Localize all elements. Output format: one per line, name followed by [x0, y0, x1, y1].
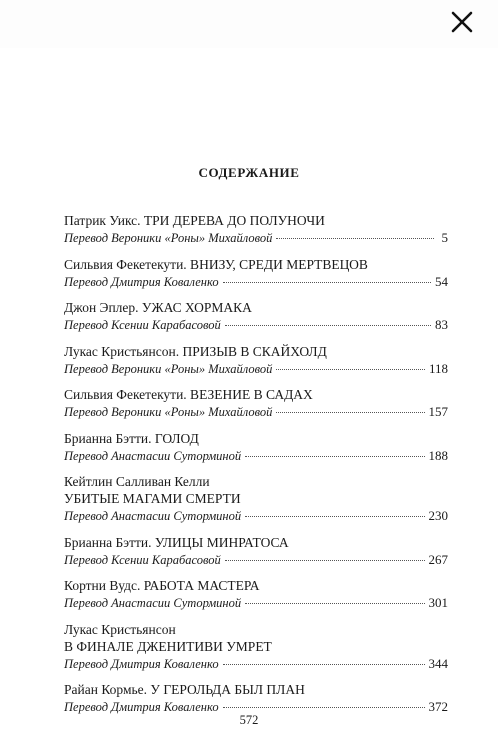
toc-entry-title: Джон Эплер. УЖАС ХОРМАКА	[64, 300, 252, 315]
toc-entry-translator-row	[64, 316, 448, 334]
toc-entry-translator-row	[64, 551, 448, 569]
toc-entry-translator: Перевод Вероники «Роны» Михайловой	[64, 405, 273, 419]
toc-entry-title: Лукас Кристьянсон	[64, 621, 176, 637]
toc-entry-translator-row	[64, 507, 448, 525]
toc-entry-page: 301	[428, 595, 448, 610]
toc-entry-title: Брианна Бэтти. УЛИЦЫ МИНРАТОСА	[64, 534, 289, 550]
toc-entry[interactable]	[64, 473, 448, 525]
toc-entry-translator: Перевод Анастасии Сутормuной	[64, 509, 242, 523]
toc-entry-page: 83	[435, 317, 448, 332]
toc-entry-translator-row	[64, 655, 448, 673]
toc-entry-page: 54	[435, 273, 448, 289]
toc-entry-translator-row	[64, 403, 448, 421]
toc-entry-title: Райан Кормье. У ГЕРОЛЬДА БЫЛ ПЛАН	[64, 682, 305, 697]
page-title: СОДЕРЖАНИЕ	[198, 165, 300, 180]
toc-entry-title: Брианна Бэтти. ГОЛОД	[64, 430, 199, 446]
toc-entry[interactable]	[64, 386, 448, 421]
toc-entry-page: 118	[428, 360, 448, 376]
close-icon	[448, 8, 476, 36]
dot-leader	[223, 282, 431, 283]
dot-leader	[225, 325, 431, 326]
toc-entry-page: 5	[441, 230, 448, 245]
toc-entry-page: 344	[428, 655, 448, 671]
toc-entry-translator: Перевод Вероники «Роны» Михайловой	[64, 361, 273, 376]
toc-entry-page: 267	[428, 551, 448, 567]
toc-entry-page: 230	[428, 508, 448, 523]
toc-entry-translator: Перевод Ксении Карабасовой	[64, 552, 221, 567]
dot-leader	[245, 603, 424, 604]
toc-entry[interactable]	[64, 299, 448, 334]
toc-entry[interactable]	[64, 621, 448, 673]
toc-entry-title: Лукас Кристьянсон. ПРИЗЫВ В СКАЙХОЛД	[64, 343, 327, 359]
toc-entry[interactable]	[64, 534, 448, 569]
toc-entry-translator: Перевод Анастасии Сутормuной	[64, 596, 242, 610]
toc-entry-title: Сильвия Фекетекути. ВЕЗЕНИЕ В САДАХ	[64, 387, 313, 402]
dot-leader	[276, 369, 425, 370]
toc-entry-title: Кейтлин Салливан Келли	[64, 474, 210, 489]
toc-entry-title: Сильвия Фекетекути. ВНИЗУ, СРЕДИ МЕРТВЕЦОВ	[64, 256, 368, 272]
toc-entry[interactable]	[64, 681, 448, 716]
dot-leader	[276, 412, 424, 413]
book-page	[0, 48, 498, 750]
toc-entry-translator: Перевод Дмитрия Коваленко	[64, 274, 219, 289]
toc-entry-page: 188	[428, 447, 448, 463]
close-button[interactable]	[448, 8, 476, 36]
dot-leader	[245, 456, 424, 457]
toc-entry-translator-row	[64, 273, 448, 291]
toc-entry[interactable]	[64, 343, 448, 378]
dot-leader	[225, 560, 425, 561]
toc-entry-title-continued: В ФИНАЛЕ ДЖЕНИТИВИ УМРЕТ	[64, 638, 272, 654]
toc-entry-translator: Перевод Анастасии Сутормuной	[64, 448, 242, 463]
toc-entry-translator: Перевод Ксении Карабасовой	[64, 318, 221, 332]
toc-entry-page: 372	[428, 699, 448, 714]
toc-entry-page: 157	[428, 404, 448, 419]
toc-entry-translator-row	[64, 594, 448, 612]
toc-entry[interactable]	[64, 577, 448, 612]
toc-entry-translator: Перевод Вероники «Роны» Михайловой	[64, 231, 273, 245]
toc-entry-title: Кортни Вудс. РАБОТА МАСТЕРА	[64, 578, 260, 593]
toc-entry[interactable]	[64, 256, 448, 291]
toc-entry-translator: Перевод Дмитрия Коваленко	[64, 656, 219, 671]
table-of-contents	[64, 212, 448, 716]
toc-entry-translator: Перевод Дмитрия Коваленко	[64, 700, 219, 714]
toc-entry[interactable]	[64, 212, 448, 247]
dot-leader	[276, 238, 434, 239]
toc-entry[interactable]	[64, 430, 448, 465]
toc-entry-translator-row	[64, 447, 448, 465]
dot-leader	[223, 707, 425, 708]
toc-entry-title: Патрик Уикс. ТРИ ДЕРЕВА ДО ПОЛУНОЧИ	[64, 213, 325, 228]
dot-leader	[245, 516, 424, 517]
page-number: 572	[239, 713, 259, 727]
toc-entry-translator-row	[64, 360, 448, 378]
dot-leader	[223, 664, 425, 665]
toc-entry-translator-row	[64, 229, 448, 247]
toc-entry-title-continued: УБИТЫЕ МАГАМИ СМЕРТИ	[64, 491, 241, 506]
